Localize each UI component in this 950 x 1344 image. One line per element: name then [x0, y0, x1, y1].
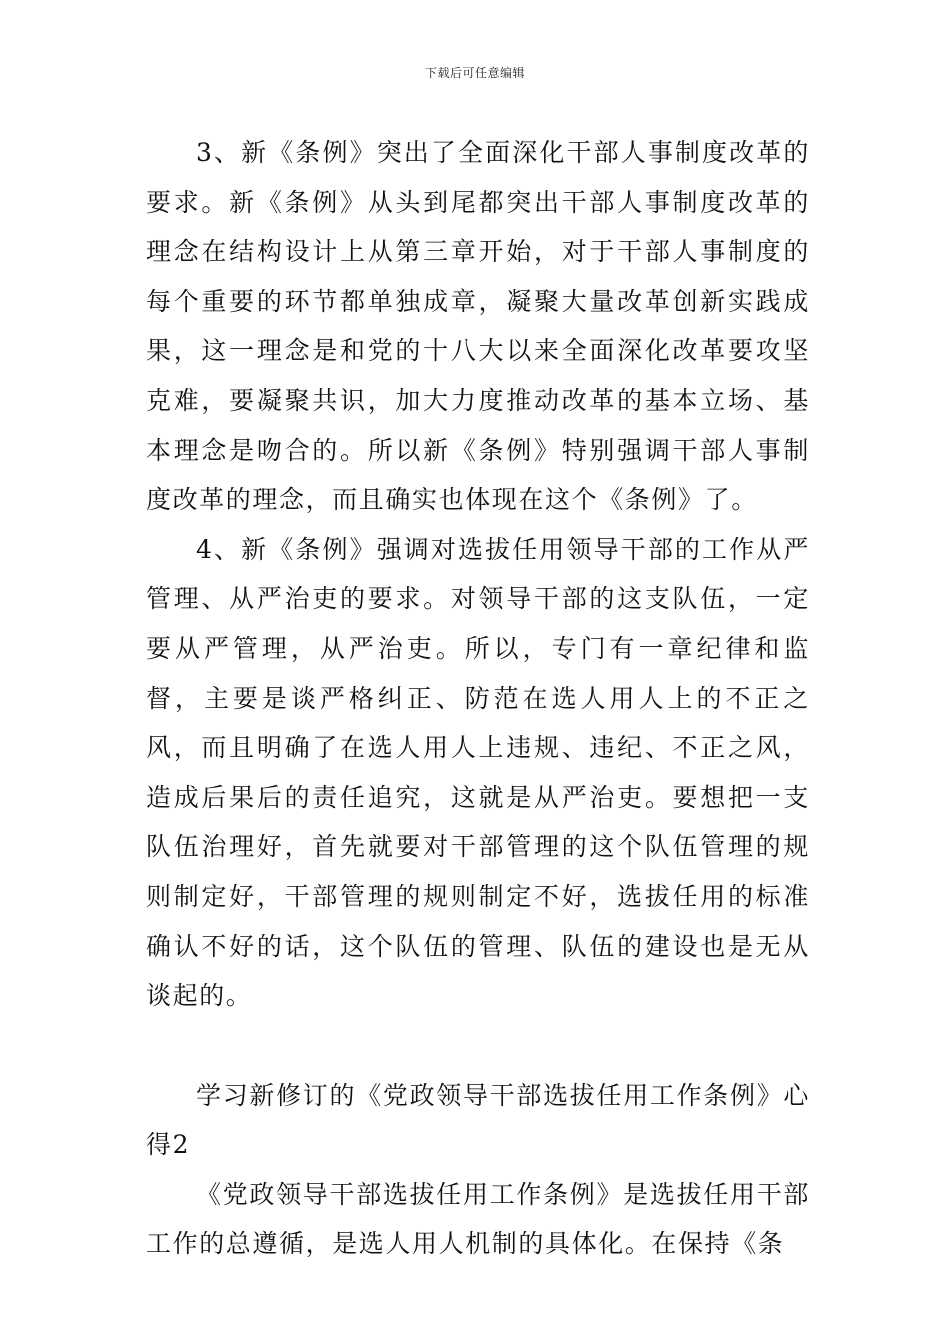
header-note: 下载后可任意编辑	[424, 66, 525, 80]
section-spacer	[146, 1021, 810, 1071]
section-paragraph: 《党政领导干部选拔任用工作条例》是选拔任用干部工作的总遵循，是选人用人机制的具体化。在保持《条	[146, 1179, 810, 1259]
paragraph-point-4: 4、新《条例》强调对选拔任用领导干部的工作从严管理、从严治吏的要求。对领导干部的这支队伍，一定要从严管理，从严治吏。所以，专门有一章纪律和监督，主要是谈严格纠正、防范在选人用人上的不正之风，而且明确了在选人用人上违规、违纪、不正之风，造成后果后的责任追究，这就是从严治吏。要想把一支队伍治理好，首先就要对干部管理的这个队伍管理的规则制定好，干部管理的规则制定不好，选拔任用的标准确认不好的话，这个队伍的管理、队伍的建设也是无从谈起的。	[146, 534, 810, 1011]
section-title: 学习新修订的《党政领导干部选拔任用工作条例》心得2	[146, 1080, 810, 1160]
document-body	[146, 128, 810, 1269]
paragraph-point-3: 3、新《条例》突出了全面深化干部人事制度改革的要求。新《条例》从头到尾都突出干部人事制度改革的理念在结构设计上从第三章开始，对于干部人事制度的每个重要的环节都单独成章，凝聚大量改革创新实践成果，这一理念是和党的十八大以来全面深化改革要攻坚克难，要凝聚共识，加大力度推动改革的基本立场、基本理念是吻合的。所以新《条例》特别强调干部人事制度改革的理念，而且确实也体现在这个《条例》了。	[146, 138, 810, 515]
